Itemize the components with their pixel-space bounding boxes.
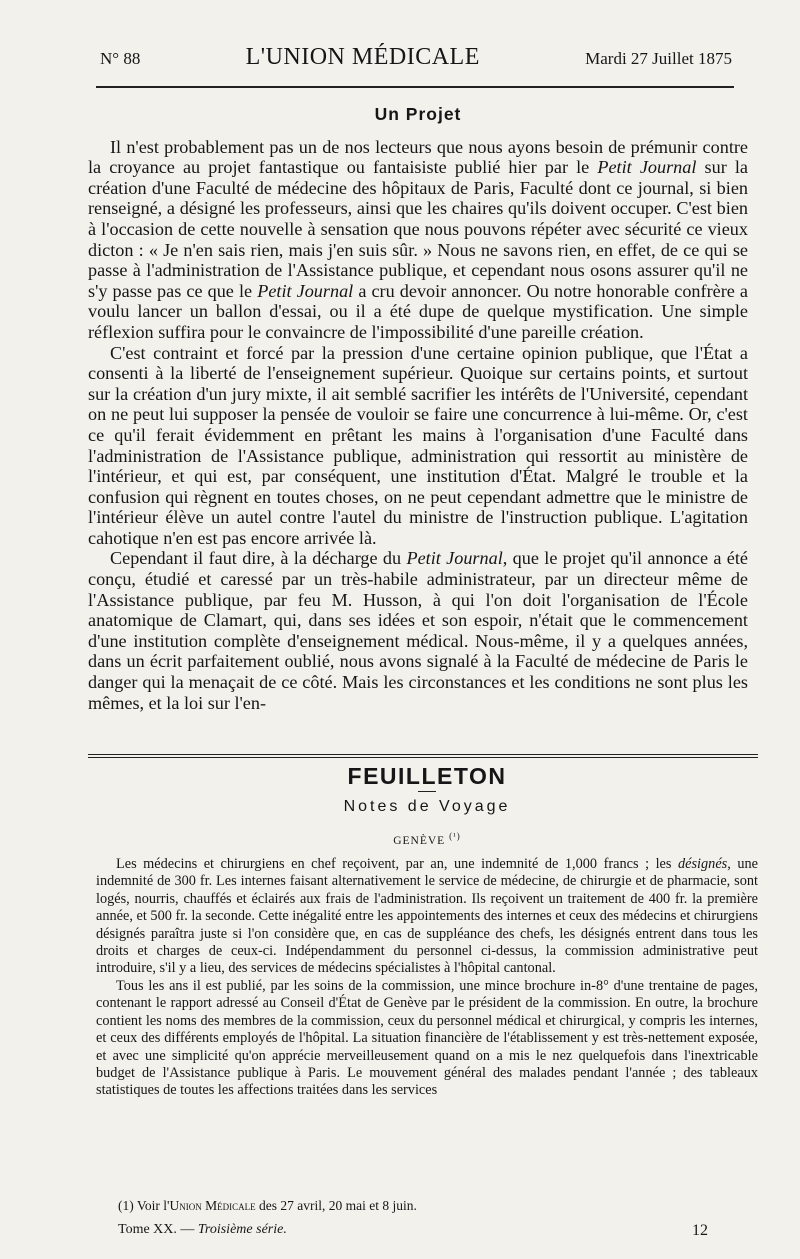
journal-title: L'UNION MÉDICALE: [245, 44, 480, 70]
footnote: (1) Voir l'Union Médicale des 27 avril, 20 mai et 8 juin.: [118, 1198, 417, 1213]
feuilleton-subheading: Notes de Voyage: [343, 798, 511, 816]
article: [88, 104, 748, 713]
running-head: [100, 44, 732, 80]
issue-date: Mardi 27 Juillet 1875: [585, 49, 732, 68]
feuilleton: [96, 763, 759, 1100]
article-paragraph-1: Il n'est probablement pas un de nos lecteurs que nous ayons besoin de prémunir contre la croyance au projet fantastique ou fantaisiste publié hier par le Petit Journal sur la création d'une Faculté de médecine des hôpitaux de Paris, Faculté dont ce journal, si bien renseigné, a désigné les professeurs, ainsi que les chaires qu'ils doivent occuper. C'est bien à l'occasion de cette nouvelle à sensation que nous pouvons répéter avec sécurité ce vieux dicton : « Je n'en sais rien, mais j'en suis sûr. » Nous ne savons rien, en effet, de ce qui se passe à l'administration de l'Assistance publique, et cependant nous osons assurer qu'il ne s'y passe pas ce que le Petit Journal a cru devoir annoncer. Ou notre honorable confrère a voulu lancer un ballon d'essai, ou il a été dupe de quelque mystification. Une simple réflexion suffira pour le convaincre de l'impossibilité d'une pareille création.: [88, 136, 748, 342]
footnote-reference: (¹): [449, 830, 461, 841]
feuilleton-ornament-rule: [418, 791, 436, 792]
article-title: Un Projet: [374, 104, 462, 124]
feuilleton-paragraph-2: Tous les ans il est publié, par les soins de la commission, une mince brochure in-8° d'une trentaine de pages, contenant le rapport adressé au Conseil d'État de Genève par le président de la commission. En outre, la brochure contient les noms des membres de la commission, ceux du personnel médical et chirurgical, y compris les internes, et ceux des différents employés de l'hôpital. La situation financière de l'établissement y est très-nettement exposée, et avec une simplicité qu'on apprécie merveilleusement quand on a mis le nez quelquefois dans l'inextricable budget de l'Assistance publique à Paris. Le mouvement général des malades pendant l'année ; des tableaux statistiques de toutes les affections traitées dans les services: [96, 977, 758, 1099]
page-number: 12: [692, 1222, 708, 1239]
header-rule: [96, 86, 734, 88]
feuilleton-paragraph-1: Les médecins et chirurgiens en chef reçoivent, par an, une indemnité de 1,000 francs ; les désignés, une indemnité de 300 fr. Les internes faisant alternativement le service de médecine, de chirurgie et de pharmacie, sont logés, nourris, chauffés et éclairés aux frais de l'administration. Ils reçoivent un traitement de 400 fr. la première année, et 500 fr. la seconde. Cette inégalité entre les appointements des internes et ceux des médecins et chirurgiens désignés paraîtra juste si l'on considère que, en cas de suppléance des chefs, les désignés entrent dans tous les droits et charges de ceux-ci. Indépendamment du personnel ci-dessus, la commission administrative peut introduire, s'il y a lieu, des services de médecins spécialistes à l'hôpital cantonal.: [96, 856, 759, 977]
page-footer: [118, 1222, 708, 1240]
feuilleton-heading: FEUILLETON: [347, 763, 507, 789]
feuilleton-divider: [88, 754, 758, 758]
feuilleton-locale: GENÈVE $^{(^1)}$: [393, 830, 461, 847]
article-paragraph-2: C'est contraint et forcé par la pression d'une certaine opinion publique, que l'État a consenti à la liberté de l'enseignement supérieur. Quoique sur certains points, et surtout sur la création d'un jury mixte, il ait semblé sacrifier les intérêts de l'Université, cependant on ne peut lui supposer la pensée de vouloir se faire une concurrence à lui-même. Or, c'est ce qu'il ferait évidemment en prêtant les mains à l'organisation d'une Faculté dans l'administration de l'Assistance publique, administration qui ressortit au ministère de l'intérieur, et qui est, par conséquent, une institution d'État. Malgré le trouble et la confusion qui règnent en toutes choses, on ne peut cependant admettre que le ministre de l'intérieur élève un autel contre l'autel du ministre de l'instruction publique. L'agitation cahotique n'en est pas encore arrivée là.: [88, 342, 748, 548]
issue-number: N° 88: [100, 49, 141, 68]
volume-info: Tome XX. — Troisième série.: [118, 1222, 287, 1237]
article-paragraph-3: Cependant il faut dire, à la décharge du Petit Journal, que le projet qu'il annonce a été conçu, étudié et caressé par un très-habile administrateur, par un directeur même de l'Assistance publique, par feu M. Husson, à qui l'on doit l'organisation de l'École anatomique de Clamart, qui, dans ses idées et son espoir, n'était que le commencement d'une institution complète d'enseignement médical. Nous-même, il y a quelques années, dans un écrit parfaitement oublié, nous avons signalé à la Faculté de médecine de Paris le danger qui la menaçait de ce côté. Mais les circonstances et les conditions ne sont plus les mêmes, et la loi sur l'en-: [88, 548, 749, 713]
